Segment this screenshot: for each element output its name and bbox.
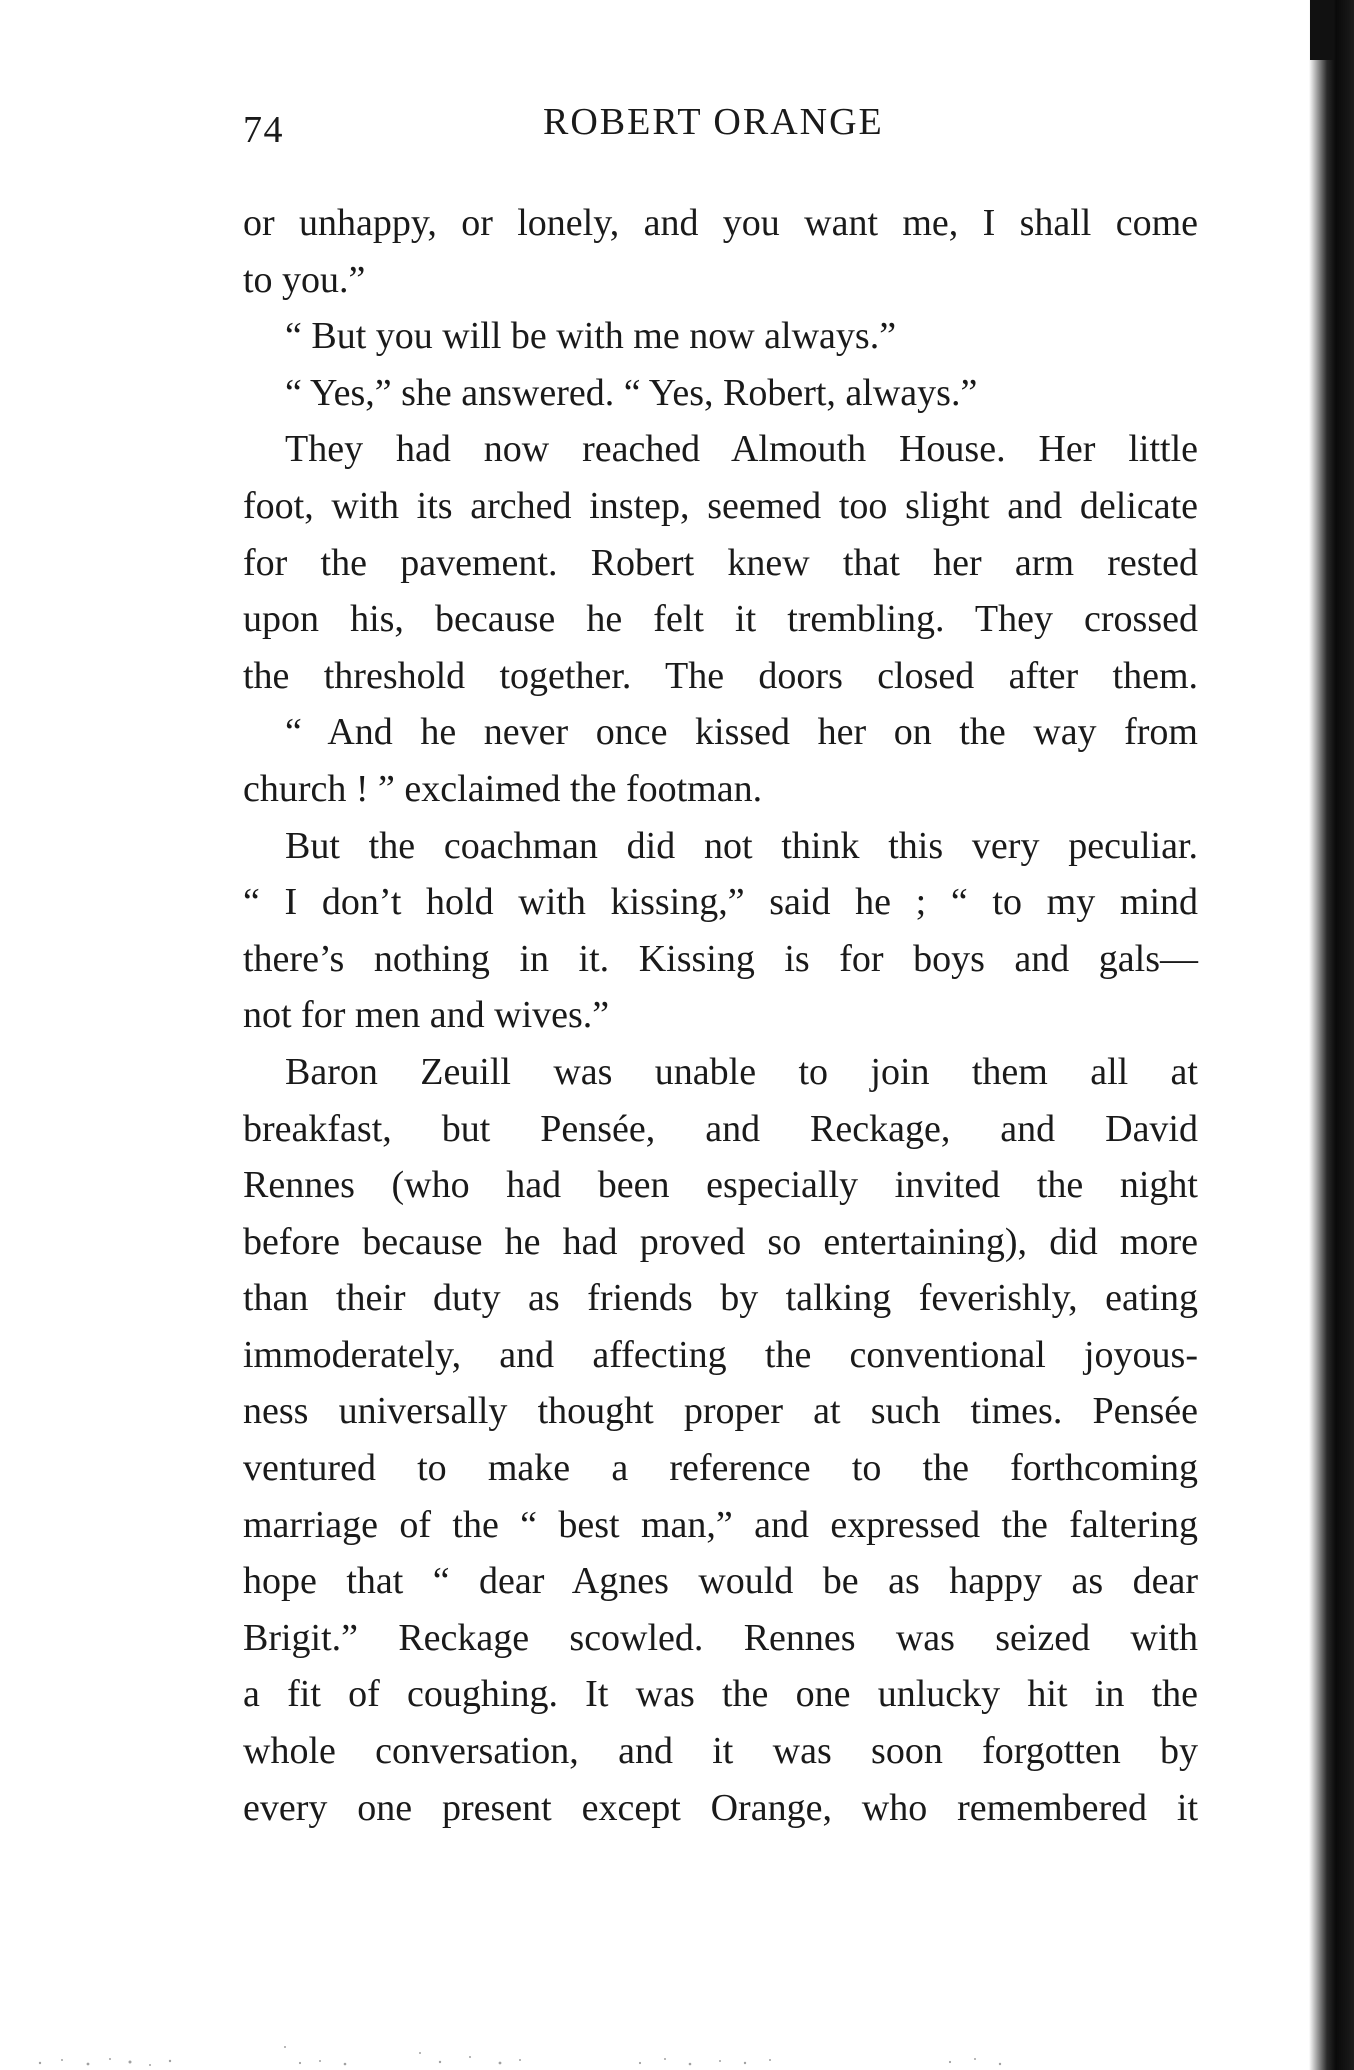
scan-speckles bbox=[0, 2035, 1300, 2070]
text-line: ventured to make a reference to the forthcoming bbox=[243, 1447, 1198, 1490]
page-header bbox=[243, 100, 1198, 160]
page-binding-edge bbox=[1309, 0, 1354, 2070]
text-line: every one present except Orange, who remembered it bbox=[243, 1786, 1198, 1829]
text-line: Brigit.” Reckage scowled. Rennes was seized with bbox=[243, 1616, 1198, 1659]
text-line: “ I don’t hold with kissing,” said he ; “ to my mind bbox=[243, 881, 1198, 924]
page-binding-edge-top bbox=[1310, 0, 1334, 60]
text-line: breakfast, but Pensée, and Reckage, and David bbox=[243, 1107, 1198, 1150]
text-line: ness universally thought proper at such times. Pensée bbox=[243, 1390, 1198, 1433]
text-line: to you.” bbox=[243, 258, 366, 301]
text-line: there’s nothing in it. Kissing is for boys and gals— bbox=[243, 937, 1198, 980]
text-line: before because he had proved so entertaining), did more bbox=[243, 1220, 1198, 1263]
text-line: immoderately, and affecting the conventional joyous- bbox=[243, 1333, 1198, 1376]
text-line: for the pavement. Robert knew that her arm rested bbox=[243, 541, 1198, 584]
text-line: But the coachman did not think this very peculiar. bbox=[285, 824, 1198, 867]
page-number: 74 bbox=[243, 109, 284, 151]
text-line: church ! ” exclaimed the footman. bbox=[243, 767, 763, 810]
body-text bbox=[243, 195, 1198, 1836]
running-title: ROBERT ORANGE bbox=[543, 101, 884, 143]
text-line: than their duty as friends by talking feverishly, eating bbox=[243, 1277, 1198, 1320]
text-line: Rennes (who had been especially invited the night bbox=[243, 1164, 1198, 1207]
text-line: upon his, because he felt it trembling. They crossed bbox=[243, 598, 1198, 641]
text-line: “ Yes,” she answered. “ Yes, Robert, always.” bbox=[285, 371, 978, 414]
text-line: “ But you will be with me now always.” bbox=[285, 315, 897, 358]
text-line: Baron Zeuill was unable to join them all at bbox=[285, 1050, 1198, 1093]
text-line: or unhappy, or lonely, and you want me, I shall come bbox=[243, 202, 1198, 244]
text-line: “ And he never once kissed her on the way from bbox=[285, 711, 1198, 754]
text-line: the threshold together. The doors closed after them. bbox=[243, 654, 1198, 697]
text-line: foot, with its arched instep, seemed too slight and delicate bbox=[243, 484, 1198, 527]
text-line: not for men and wives.” bbox=[243, 994, 610, 1037]
text-line: a fit of coughing. It was the one unlucky hit in the bbox=[243, 1673, 1198, 1716]
text-line: marriage of the “ best man,” and expressed the faltering bbox=[243, 1503, 1198, 1546]
text-line: whole conversation, and it was soon forgotten by bbox=[243, 1730, 1198, 1773]
text-line: They had now reached Almouth House. Her little bbox=[285, 428, 1198, 471]
text-line: hope that “ dear Agnes would be as happy as dear bbox=[243, 1560, 1198, 1603]
